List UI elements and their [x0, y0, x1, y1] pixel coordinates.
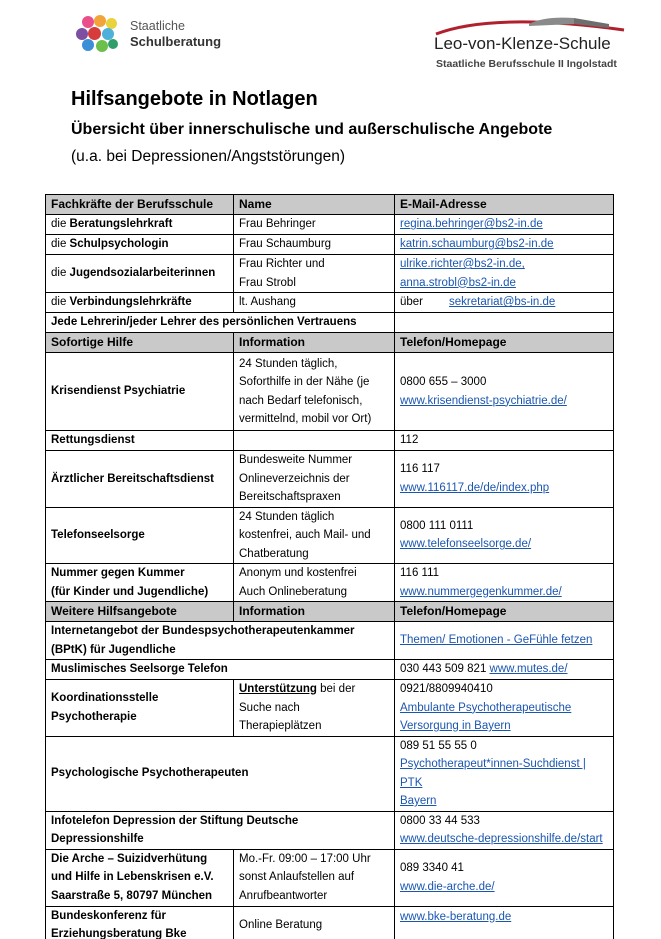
role-cell: die Schulpsychologin	[46, 235, 234, 255]
email-link[interactable]: anna.strobl@bs2-in.de	[400, 276, 516, 289]
service-name: Die Arche – Suizidverhütung und Hilfe in Lebenskrisen e.V. Saarstraße 5, 80797 München	[46, 849, 234, 906]
header-cell: Telefon/Homepage	[395, 333, 614, 353]
homepage-link[interactable]: www.bke-beratung.de	[400, 910, 512, 923]
service-name: Telefonseelsorge	[46, 507, 234, 564]
school-subtitle: Staatliche Berufsschule II Ingolstadt	[436, 58, 617, 70]
info-cell: Mo.-Fr. 09:00 – 17:00 Uhr sonst Anlaufstellen auf Anrufbeantworter	[234, 849, 395, 906]
table-row	[46, 431, 614, 451]
role-cell: die Jugendsozialarbeiterinnen	[46, 255, 234, 293]
empty-cell	[395, 313, 614, 333]
table-row	[46, 215, 614, 235]
table-row	[46, 622, 614, 660]
homepage-link[interactable]: www.nummergegenkummer.de/	[400, 585, 562, 598]
service-name: Koordinationsstelle Psychotherapie	[46, 680, 234, 737]
info-cell	[234, 431, 395, 451]
staatliche-schulberatung-logo	[76, 14, 246, 54]
email-link[interactable]: ulrike.richter@bs2-in.de,	[400, 258, 525, 270]
role-cell: die Beratungslehrkraft	[46, 215, 234, 235]
homepage-link[interactable]: Bayern	[400, 795, 437, 807]
info-cell: Bundesweite Nummer Onlineverzeichnis der Bereitschaftspraxen	[234, 451, 395, 508]
homepage-link[interactable]: Ambulante Psychotherapeutische	[400, 701, 572, 714]
logo-line1: Staatliche	[130, 19, 185, 33]
contact-cell: 089 51 55 55 0 Psychotherapeut*innen-Suchdienst | PTK Bayern	[395, 736, 614, 811]
page-subtitle: Übersicht über innerschulische und außerschulische Angebote	[71, 121, 553, 138]
homepage-link[interactable]: www.krisendienst-psychiatrie.de/	[400, 394, 567, 407]
header-cell: Sofortige Hilfe	[46, 333, 234, 353]
header-cell: Telefon/Homepage	[395, 602, 614, 622]
email-cell	[395, 235, 614, 255]
table-row	[46, 255, 614, 293]
table-row	[46, 235, 614, 255]
service-name: Rettungsdienst	[46, 431, 234, 451]
homepage-link[interactable]: www.116117.de/de/index.php	[400, 481, 550, 494]
contact-cell: 0800 655 – 3000 www.krisendienst-psychiatrie.de/	[395, 353, 614, 431]
service-name: Ärztlicher Bereitschaftsdienst	[46, 451, 234, 508]
table-row	[46, 353, 614, 431]
service-name: Infotelefon Depression der Stiftung Deutsche Depressionshilfe	[46, 811, 395, 849]
name-cell: Frau Schaumburg	[234, 235, 395, 255]
info-cell: Anonym und kostenfrei Auch Onlineberatung	[234, 564, 395, 602]
header-cell: Information	[234, 602, 395, 622]
help-table	[45, 194, 614, 939]
service-name: Muslimisches Seelsorge Telefon	[46, 660, 395, 680]
homepage-link[interactable]: www.mutes.de/	[489, 663, 568, 676]
school-roof-icon	[434, 10, 634, 36]
email-link[interactable]: katrin.schaumburg@bs2-in.de	[400, 238, 554, 251]
service-name: Krisendienst Psychiatrie	[46, 353, 234, 431]
school-name: Leo-von-Klenze-Schule	[434, 34, 611, 53]
table-row	[46, 564, 614, 602]
name-cell: Frau Richter und Frau Strobl	[234, 255, 395, 293]
school-logo	[434, 10, 634, 70]
role-cell: die Verbindungslehrkräfte	[46, 293, 234, 313]
homepage-link[interactable]: Themen/ Emotionen - GeFühle fetzen	[400, 634, 593, 647]
homepage-link[interactable]: www.die-arche.de/	[400, 880, 495, 893]
service-name: Nummer gegen Kummer (für Kinder und Jugendliche)	[46, 564, 234, 602]
email-link[interactable]: regina.behringer@bs2-in.de	[400, 218, 543, 231]
table-header-row	[46, 333, 614, 353]
contact-cell	[395, 906, 614, 939]
header-cell: E-Mail-Adresse	[395, 195, 614, 215]
table-header-row	[46, 602, 614, 622]
service-name: Bundeskonferenz für Erziehungsberatung Bke	[46, 906, 234, 939]
contact-cell: 116 111 www.nummergegenkummer.de/	[395, 564, 614, 602]
page-title: Hilfsangebote in Notlagen	[71, 88, 318, 110]
contact-cell	[395, 622, 614, 660]
info-cell: Online Beratung	[234, 906, 395, 939]
service-name: Internetangebot der Bundespsychotherapeutenkammer (BPtK) für Jugendliche	[46, 622, 395, 660]
contact-cell: 089 3340 41 www.die-arche.de/	[395, 849, 614, 906]
contact-cell: 0921/8809940410 Ambulante Psychotherapeutische Versorgung in Bayern	[395, 680, 614, 737]
contact-cell: 0800 111 0111 www.telefonseelsorge.de/	[395, 507, 614, 564]
info-cell: 24 Stunden täglich kostenfrei, auch Mail- und Chatberatung	[234, 507, 395, 564]
homepage-link[interactable]: Versorgung in Bayern	[400, 720, 511, 732]
table-row	[46, 507, 614, 564]
name-cell: lt. Aushang	[234, 293, 395, 313]
table-row	[46, 680, 614, 737]
header-cell: Fachkräfte der Berufsschule	[46, 195, 234, 215]
info-cell: Unterstützung bei der Suche nach Therapieplätzen	[234, 680, 395, 737]
homepage-link[interactable]: www.deutsche-depressionshilfe.de/start	[400, 833, 603, 845]
homepage-link[interactable]: www.telefonseelsorge.de/	[400, 538, 532, 551]
name-cell: Frau Behringer	[234, 215, 395, 235]
info-cell: 24 Stunden täglich, Soforthilfe in der Nähe (je nach Bedarf telefonisch, vermittelnd, mobil vor Ort)	[234, 353, 395, 431]
table-row	[46, 451, 614, 508]
header-cell: Information	[234, 333, 395, 353]
email-link[interactable]: sekretariat@bs-in.de	[449, 296, 556, 309]
table-row	[46, 906, 614, 939]
table-row	[46, 736, 614, 811]
colorful-dots-icon	[76, 16, 122, 52]
table-header-row	[46, 195, 614, 215]
table-row	[46, 849, 614, 906]
email-cell: über sekretariat@bs-in.de	[395, 293, 614, 313]
note-cell: Jede Lehrerin/jeder Lehrer des persönlichen Vertrauens	[46, 313, 395, 333]
contact-cell: 0800 33 44 533 www.deutsche-depressionshilfe.de/start	[395, 811, 614, 849]
table-row	[46, 313, 614, 333]
table-row	[46, 293, 614, 313]
table-row	[46, 811, 614, 849]
header-cell: Weitere Hilfsangebote	[46, 602, 234, 622]
service-name: Psychologische Psychotherapeuten	[46, 736, 395, 811]
page-note: (u.a. bei Depressionen/Angststörungen)	[71, 148, 345, 165]
logo-line2: Schulberatung	[130, 34, 222, 49]
contact-cell: 116 117 www.116117.de/de/index.php	[395, 451, 614, 508]
header-cell: Name	[234, 195, 395, 215]
contact-cell: 030 443 509 821 www.mutes.de/	[395, 660, 614, 680]
homepage-link[interactable]: Psychotherapeut*innen-Suchdienst | PTK	[400, 758, 586, 789]
contact-cell: 112	[395, 431, 614, 451]
table-row	[46, 660, 614, 680]
email-cell	[395, 255, 614, 293]
email-cell	[395, 215, 614, 235]
